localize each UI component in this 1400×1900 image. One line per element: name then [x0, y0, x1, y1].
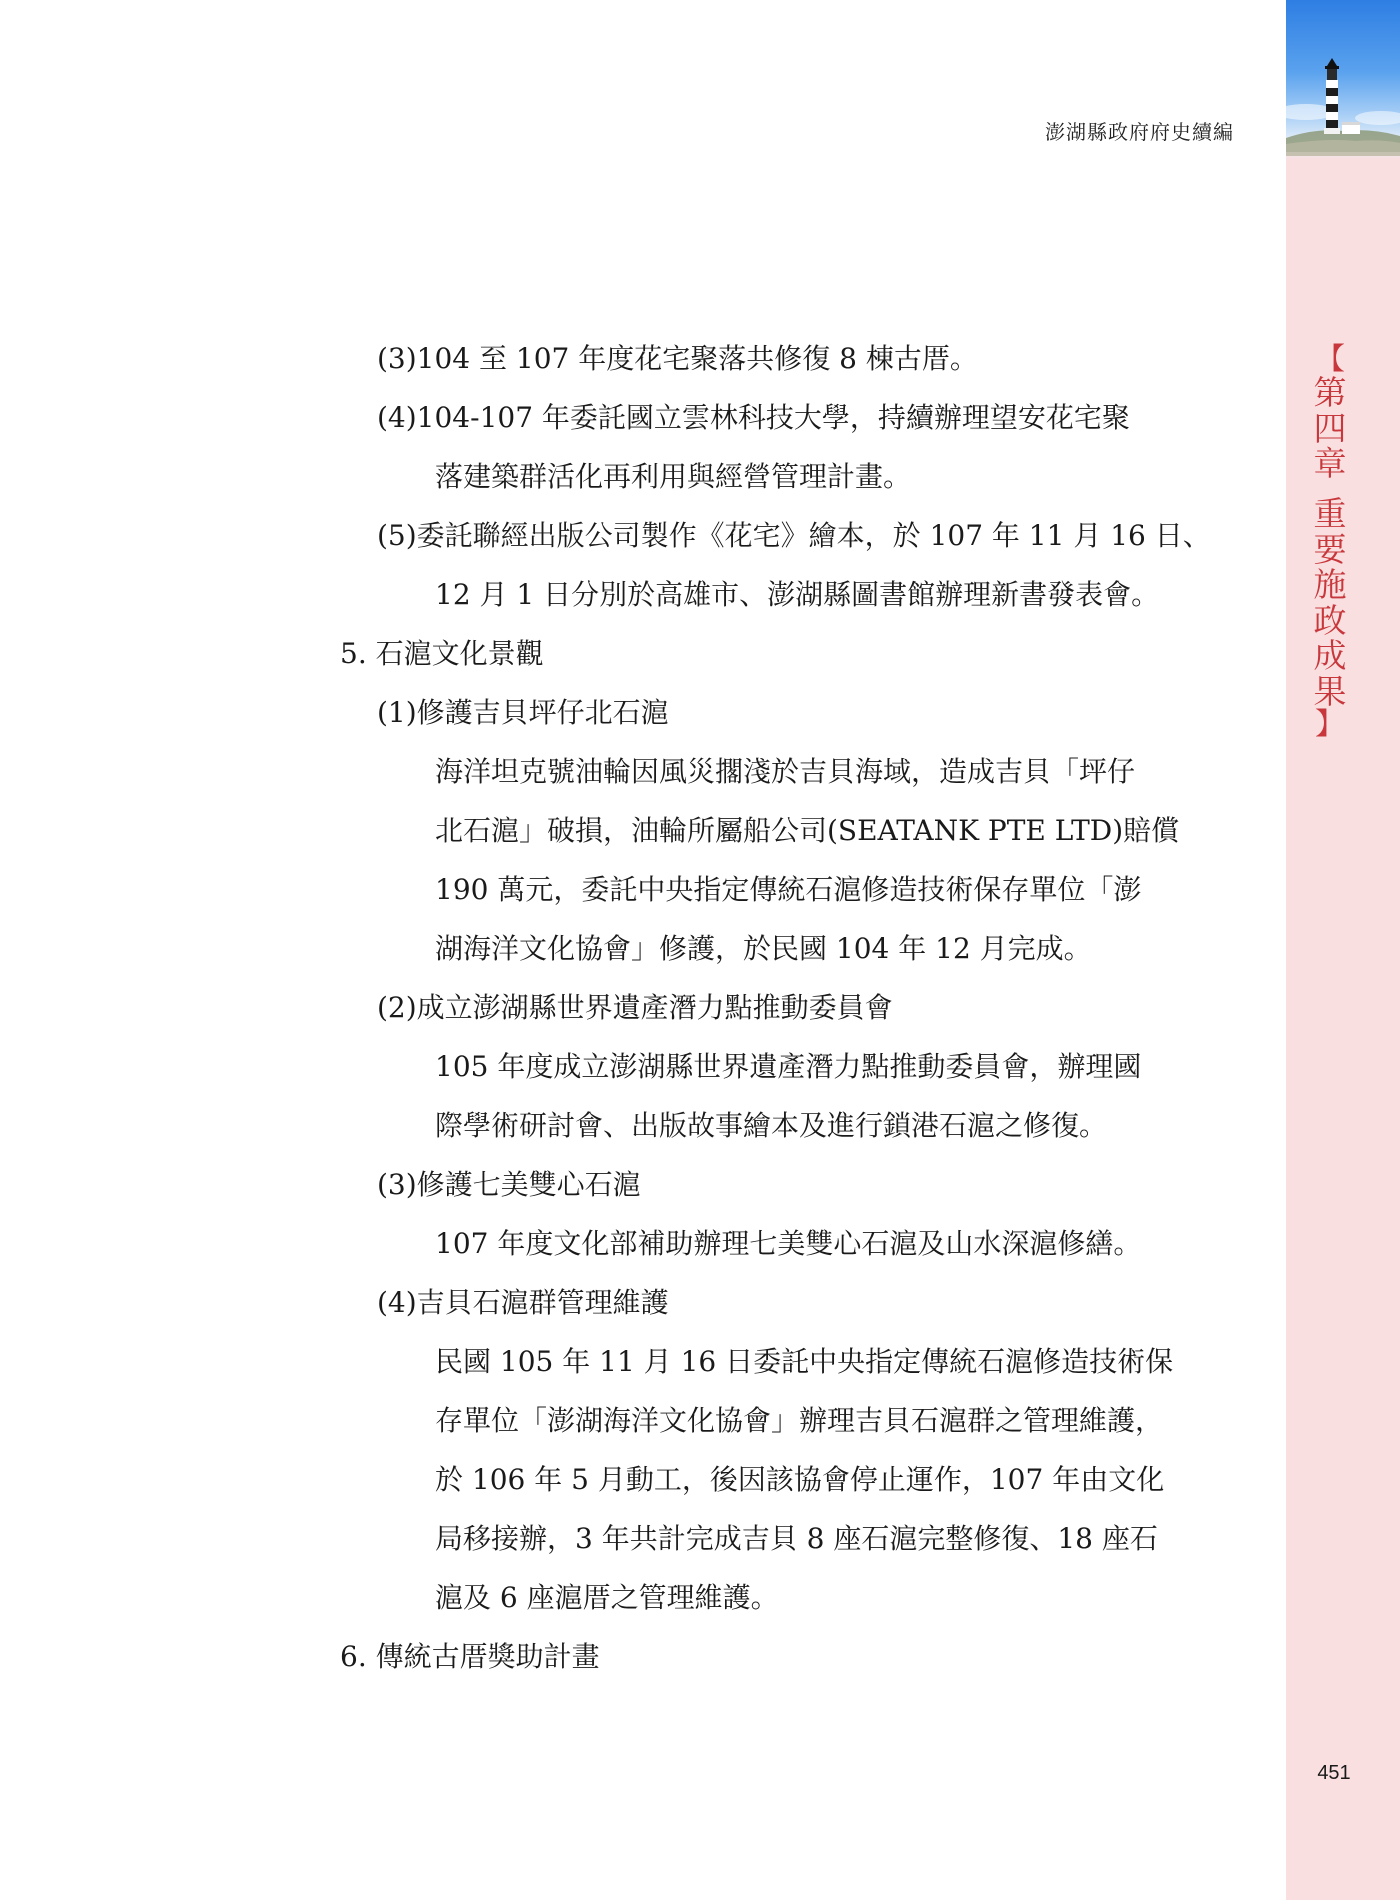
body-line: 190 萬元，委託中央指定傳統石滬修造技術保存單位「澎	[435, 873, 1142, 906]
body-line: (3)104 至 107 年度花宅聚落共修復 8 棟古厝。	[377, 342, 978, 375]
subsection-heading: (2)成立澎湖縣世界遺產潛力點推動委員會	[377, 991, 893, 1024]
chapter-tab-char: 成	[1313, 636, 1347, 676]
chapter-tab-close-bracket: 】	[1315, 706, 1345, 742]
chapter-tab	[1302, 342, 1358, 742]
body-line: 湖海洋文化協會」修護，於民國 104 年 12 月完成。	[435, 932, 1092, 965]
body-line: (5)委託聯經出版公司製作《花宅》繪本，於 107 年 11 月 16 日、	[377, 519, 1211, 552]
chapter-tab-char: 果	[1313, 672, 1347, 711]
body-line: 105 年度成立澎湖縣世界遺產潛力點推動委員會，辦理國	[435, 1050, 1142, 1083]
body-line: 存單位「澎湖海洋文化協會」辦理吉貝石滬群之管理維護，	[435, 1404, 1164, 1437]
page-number: 451	[1317, 1762, 1351, 1784]
body-line: 際學術研討會、出版故事繪本及進行鎖港石滬之修復。	[435, 1109, 1108, 1142]
body-line: 於 106 年 5 月動工，後因該協會停止運作，107 年由文化	[435, 1463, 1165, 1496]
chapter-tab-char: 重	[1313, 493, 1347, 533]
chapter-tab-char: 章	[1313, 444, 1347, 484]
body-line: 落建築群活化再利用與經營管理計畫。	[435, 460, 912, 493]
section-heading: 6. 傳統古厝獎助計畫	[340, 1640, 600, 1673]
lighthouse-banner-image	[1286, 0, 1400, 160]
body-line: 北石滬」破損，油輪所屬船公司(SEATANK PTE LTD)賠償	[435, 814, 1180, 847]
subsection-heading: (4)吉貝石滬群管理維護	[377, 1286, 669, 1319]
subsection-heading: (1)修護吉貝坪仔北石滬	[377, 696, 669, 729]
section-heading: 5. 石滬文化景觀	[340, 637, 544, 670]
lighthouse-icon	[1286, 0, 1400, 160]
body-line: 12 月 1 日分別於高雄市、澎湖縣圖書館辦理新書發表會。	[435, 578, 1160, 611]
body-line: 局移接辦，3 年共計完成吉貝 8 座石滬完整修復、18 座石	[435, 1522, 1158, 1555]
running-header: 澎湖縣政府府史續編	[1045, 120, 1234, 144]
chapter-tab-char: 施	[1313, 565, 1347, 605]
subsection-heading: (3)修護七美雙心石滬	[377, 1168, 641, 1201]
body-line: 海洋坦克號油輪因風災擱淺於吉貝海域，造成吉貝「坪仔	[435, 755, 1136, 788]
chapter-tab-char: 四	[1313, 408, 1347, 448]
body-line: 民國 105 年 11 月 16 日委託中央指定傳統石滬修造技術保	[435, 1345, 1174, 1378]
side-column	[1286, 0, 1400, 1900]
chapter-tab-char: 第	[1313, 373, 1347, 412]
chapter-tab-char: 政	[1313, 600, 1347, 640]
chapter-tab-open-bracket: 【	[1315, 342, 1345, 377]
body-line: (4)104-107 年委託國立雲林科技大學，持續辦理望安花宅聚	[377, 401, 1130, 434]
chapter-tab-char: 要	[1313, 529, 1347, 569]
body-line: 107 年度文化部補助辦理七美雙心石滬及山水深滬修繕。	[435, 1227, 1142, 1260]
body-line: 滬及 6 座滬厝之管理維護。	[435, 1581, 779, 1614]
